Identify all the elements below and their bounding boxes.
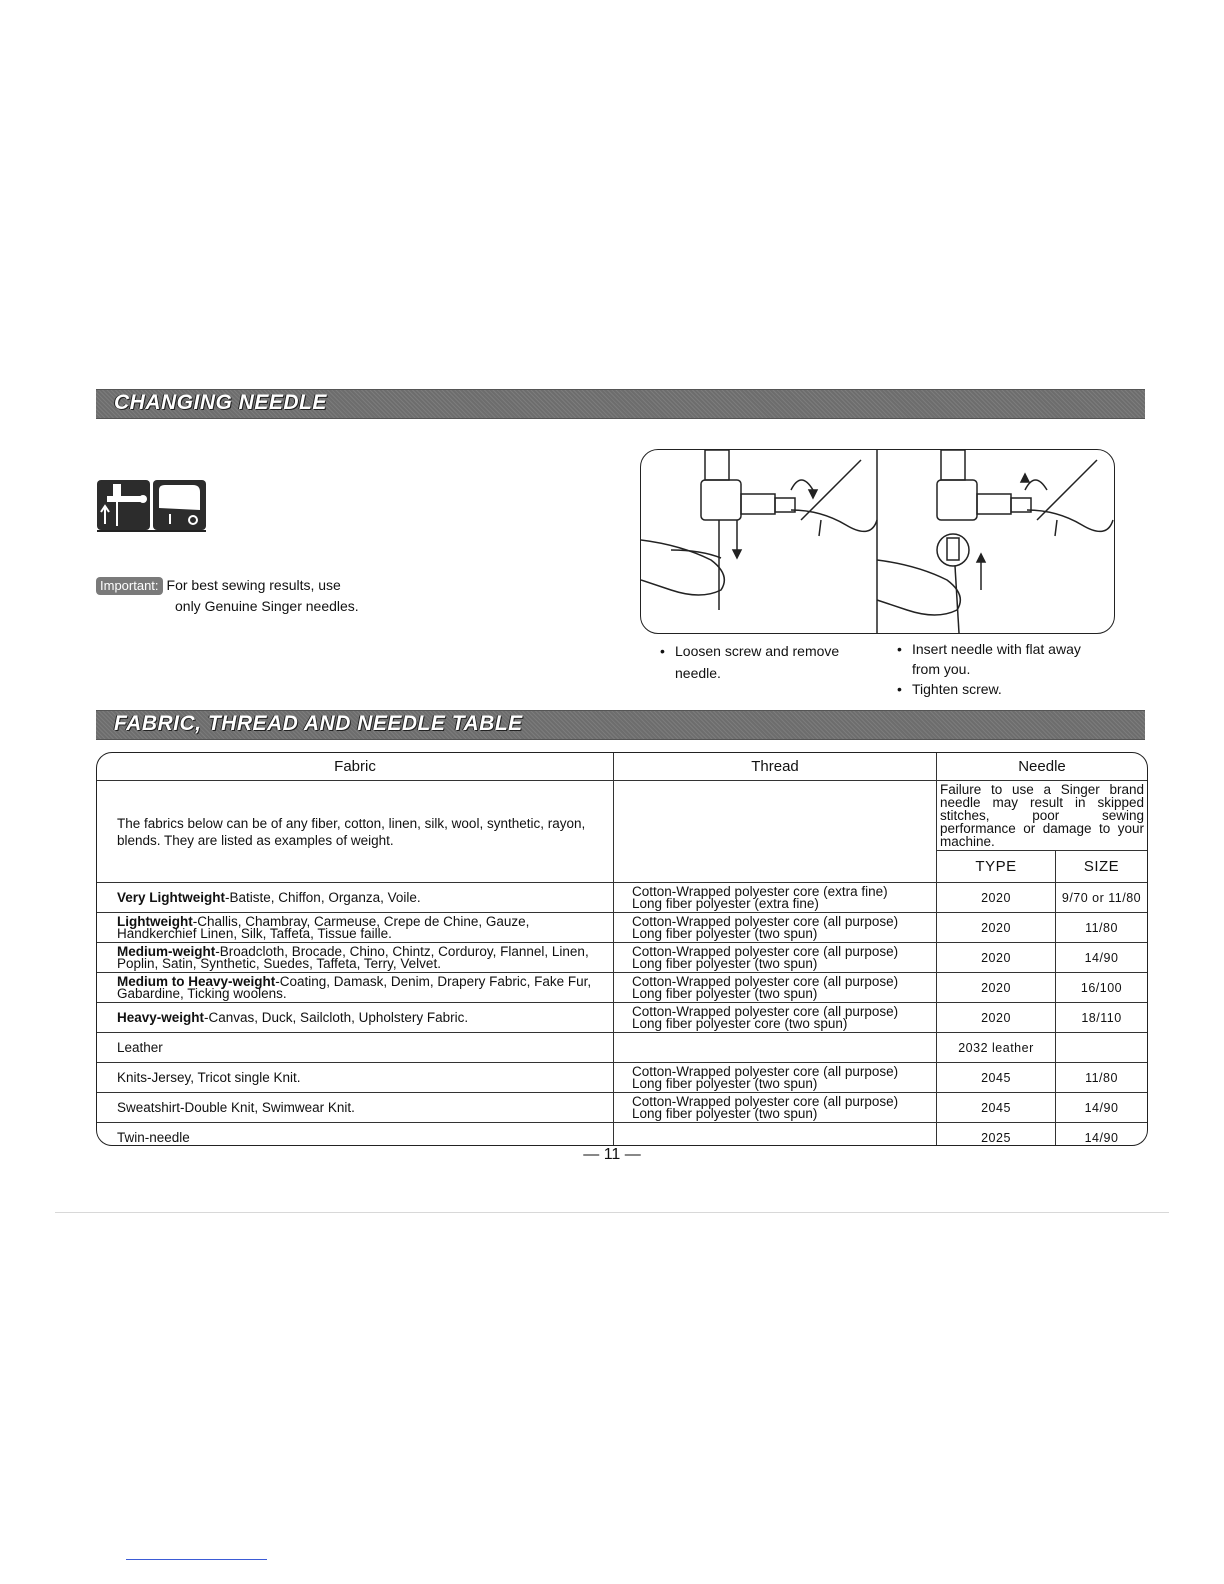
fabric-list: Knits-Jersey, Tricot single Knit. [117,1069,301,1085]
caption-text: Insert needle with flat away [912,641,1081,657]
table-row [97,943,1147,973]
fabric-cell [97,943,614,973]
needle-size-cell: 18/110 [1056,1003,1148,1033]
needle-icon [97,480,150,530]
fabric-weight: Very Lightweight [117,889,226,905]
header-type: TYPE [937,851,1056,883]
thread-cell [614,1033,937,1063]
thread-line: Cotton-Wrapped polyester core (extra fine) [632,883,888,899]
header-thread: Thread [614,753,937,781]
fabric-list: Leather [117,1039,163,1055]
needle-type-cell: 2020 [937,973,1056,1003]
remove-needle-drawing [641,450,877,610]
needle-size-cell: 14/90 [1056,1093,1148,1123]
needle-change-illustration [640,449,1115,634]
table-row [97,1003,1147,1033]
fabric-list: -Broadcloth, Brocade, Chino, Chintz, Corduroy, Flannel, Linen, Poplin, Satin, Synthetic, Suedes, Taffeta, Terry, Velvet. [117,943,589,971]
thread-line: Cotton-Wrapped polyester core (all purpose) [632,943,899,959]
insert-needle-drawing [877,450,1113,633]
fabric-weight: Lightweight [117,913,193,929]
page-divider [55,1212,1169,1213]
thread-line: Long fiber polyester (two spun) [632,1105,818,1121]
table-row [97,913,1147,943]
icon-underline [97,530,206,532]
section-title: FABRIC, THREAD AND NEEDLE TABLE [114,712,523,735]
section-banner-fabric-table [96,710,1145,740]
needle-type-cell: 2045 [937,1063,1056,1093]
thread-cell [614,973,937,1003]
page-number: — 11 — [583,1146,641,1163]
fabric-list: -Coating, Damask, Denim, Drapery Fabric, Fake Fur, Gabardine, Ticking woolens. [117,973,592,1001]
header-needle: Needle [937,753,1148,781]
link-underline [126,1559,267,1560]
thread-line: Cotton-Wrapped polyester core (all purpose) [632,1003,899,1019]
fabric-cell [97,1033,614,1063]
fabric-list: -Batiste, Chiffon, Organza, Voile. [225,889,421,905]
fabric-list: -Challis, Chambray, Carmeuse, Crepe de Chine, Gauze, Handkerchief Linen, Silk, Taffeta, Tissue faille. [117,913,530,941]
thread-line: Long fiber polyester (two spun) [632,925,818,941]
caption-remove-needle [659,641,879,683]
thread-cell [614,1093,937,1123]
table-row [97,1123,1147,1147]
needle-type-cell: 2020 [937,1003,1056,1033]
thread-cell [614,943,937,973]
thread-cell [614,883,937,913]
thread-line: Cotton-Wrapped polyester core (all purpose) [632,913,899,929]
fabric-cell [97,973,614,1003]
thread-line: Cotton-Wrapped polyester core (all purpose) [632,1093,899,1109]
fabric-cell [97,1003,614,1033]
fabric-cell [97,1063,614,1093]
fabric-list: -Canvas, Duck, Sailcloth, Upholstery Fabric. [204,1009,469,1025]
fabric-cell [97,1093,614,1123]
caption-text: Tighten screw. [912,681,1002,697]
needle-size-cell: 11/80 [1056,1063,1148,1093]
thread-cell [614,1063,937,1093]
important-line-2: only Genuine Singer needles. [175,598,359,614]
table-row [97,1093,1147,1123]
thread-line: Cotton-Wrapped polyester core (all purpose) [632,1063,899,1079]
table-row [97,1063,1147,1093]
needle-size-cell [1056,1033,1148,1063]
caption-text: from you. [912,661,971,677]
fabric-cell [97,913,614,943]
needle-size-cell: 16/100 [1056,973,1148,1003]
needle-size-cell: 9/70 or 11/80 [1056,883,1148,913]
thread-line: Long fiber polyester core (two spun) [632,1015,848,1031]
fabric-cell [97,1123,614,1147]
caption-text: needle. [675,665,721,681]
thread-line: Long fiber polyester (two spun) [632,955,818,971]
fabric-weight: Medium-weight [117,943,216,959]
fabric-list: Twin-needle [117,1129,190,1145]
section-banner-changing-needle [96,389,1145,419]
needle-type-cell: 2025 [937,1123,1056,1147]
caption-item [912,679,1136,699]
table-row [97,883,1147,913]
needle-type-cell: 2045 [937,1093,1056,1123]
section-title: CHANGING NEEDLE [114,391,327,414]
fabric-weight: Heavy-weight [117,1009,205,1025]
table-row [97,973,1147,1003]
fabric-weight: Medium to Heavy-weight [117,973,276,989]
intro-text: The fabrics below can be of any fiber, cotton, linen, silk, wool, synthetic, rayon, blends. They are listed as examples of weight. [97,781,614,883]
needle-type-cell: 2020 [937,913,1056,943]
caption-item [675,641,879,683]
caption-item [912,639,1136,679]
thread-line: Long fiber polyester (extra fine) [632,895,819,911]
fabric-thread-needle-table [96,752,1148,1146]
important-note [96,575,396,617]
needle-size-cell: 14/90 [1056,943,1148,973]
important-line-1: For best sewing results, use [166,577,341,593]
needle-size-cell: 11/80 [1056,913,1148,943]
intro-thread-empty [614,781,937,883]
table-row [97,1033,1147,1063]
header-fabric: Fabric [97,753,614,781]
thread-cell [614,913,937,943]
caption-text: Loosen screw and remove [675,643,840,659]
needle-type-cell: 2032 leather [937,1033,1056,1063]
needle-type-cell: 2020 [937,943,1056,973]
thread-line: Cotton-Wrapped polyester core (all purpose) [632,973,899,989]
fabric-cell [97,883,614,913]
thread-cell [614,1003,937,1033]
thread-cell [614,1123,937,1147]
fabric-list: Sweatshirt-Double Knit, Swimwear Knit. [117,1099,355,1115]
needle-type-cell: 2020 [937,883,1056,913]
important-badge: Important: [96,577,163,595]
power-switch-icon [153,480,206,530]
thread-line: Long fiber polyester (two spun) [632,985,818,1001]
needle-size-cell: 14/90 [1056,1123,1148,1147]
caption-insert-needle [896,639,1136,699]
header-size: SIZE [1056,851,1148,883]
thread-line: Long fiber polyester (two spun) [632,1075,818,1091]
needle-note: Failure to use a Singer brand needle may result in skipped stitches, poor sewing performance or damage to your machine. [937,781,1148,851]
